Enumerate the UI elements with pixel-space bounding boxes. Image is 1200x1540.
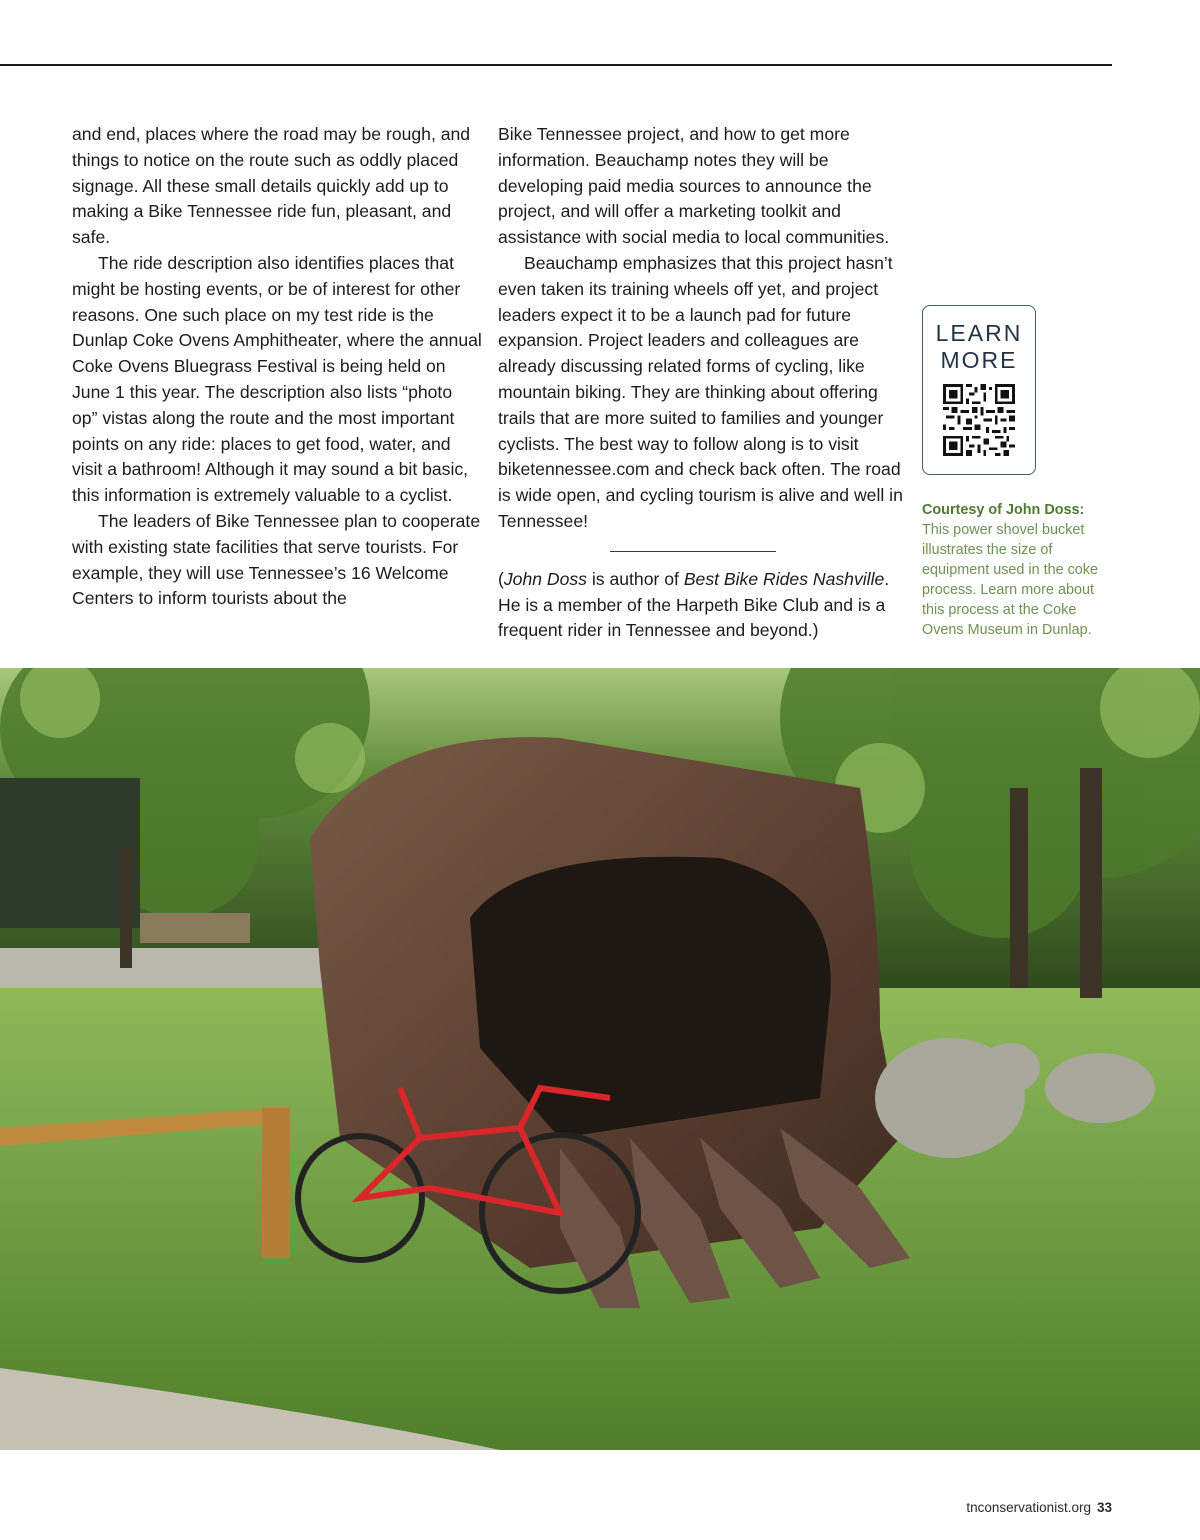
header-rule bbox=[0, 64, 1112, 66]
rail-post bbox=[262, 1108, 290, 1258]
page-footer bbox=[966, 1500, 1112, 1515]
deck bbox=[140, 913, 250, 943]
section-divider bbox=[610, 551, 776, 552]
building bbox=[0, 778, 140, 928]
learn-more-box[interactable] bbox=[922, 305, 1036, 475]
article-middle-column bbox=[498, 122, 908, 644]
paragraph: Beauchamp emphasizes that this project hasn’t even taken its training wheels off yet, and project leaders expect it to be a launch pad for future expansion. Project leaders and colleagues are already discussing related forms of cycling, like mountain biking. They are thinking about offering trails that are more suited to families and younger cyclists. The best way to follow along is to visit biketennessee.com and check back often. The road is wide open, and cycling tourism is alive and well in Tennessee! bbox=[498, 252, 903, 531]
author-note bbox=[498, 567, 908, 644]
caption-text: This power shovel bucket illustrates the size of equipment used in the coke process. Learn more about this process at the Coke Ovens Museum in Dunlap. bbox=[922, 522, 1099, 638]
footer-website: tnconservationist.org bbox=[966, 1500, 1091, 1515]
photo-credit: Courtesy of John Doss: bbox=[922, 502, 1085, 518]
bucket-opening bbox=[470, 857, 831, 1138]
power-shovel-bucket-photo bbox=[0, 668, 1200, 1450]
paragraph: The leaders of Bike Tennessee plan to cooperate with existing state facilities that serve tourists. For example, they will use Tennessee’s 16 Welcome Centers to inform tourists about the bbox=[72, 510, 481, 609]
author-note-text: . He is a member of the Harpeth Bike Club and is a frequent rider in Tennessee and beyond.) bbox=[498, 568, 890, 641]
author-note-text: is author of bbox=[586, 568, 684, 589]
article-left-column bbox=[72, 122, 482, 612]
page-number: 33 bbox=[1096, 1500, 1112, 1515]
paragraph: Bike Tennessee project, and how to get more information. Beauchamp notes they will be developing paid media sources to announce the project, and will offer a marketing toolkit and assistance with social media to local communities. bbox=[498, 124, 890, 248]
paragraph: and end, places where the road may be rough, and things to notice on the route such as oddly placed signage. All these small details quickly add up to making a Bike Tennessee ride fun, pleasant, and safe. bbox=[72, 124, 471, 248]
book-title: Best Bike Rides Nashville bbox=[683, 568, 885, 589]
paragraph: The ride description also identifies places that might be hosting events, or be of interest for other reasons. One such place on my test ride is the Dunlap Coke Ovens Amphitheater, where the annual Coke Ovens Bluegrass Festival is being held on June 1 this year. The description also lists “photo op” vistas along the route and the most important points on any ride: places to get food, water, and visit a bathroom! Although it may sound a bit basic, this information is extremely valuable to a cyclist. bbox=[72, 252, 482, 506]
learn-more-title: LEARN MORE bbox=[935, 320, 1023, 373]
photo-caption bbox=[922, 500, 1114, 640]
qr-code-icon[interactable] bbox=[943, 384, 1015, 456]
paren: ( bbox=[498, 568, 504, 589]
author-name: John Doss bbox=[503, 568, 587, 589]
